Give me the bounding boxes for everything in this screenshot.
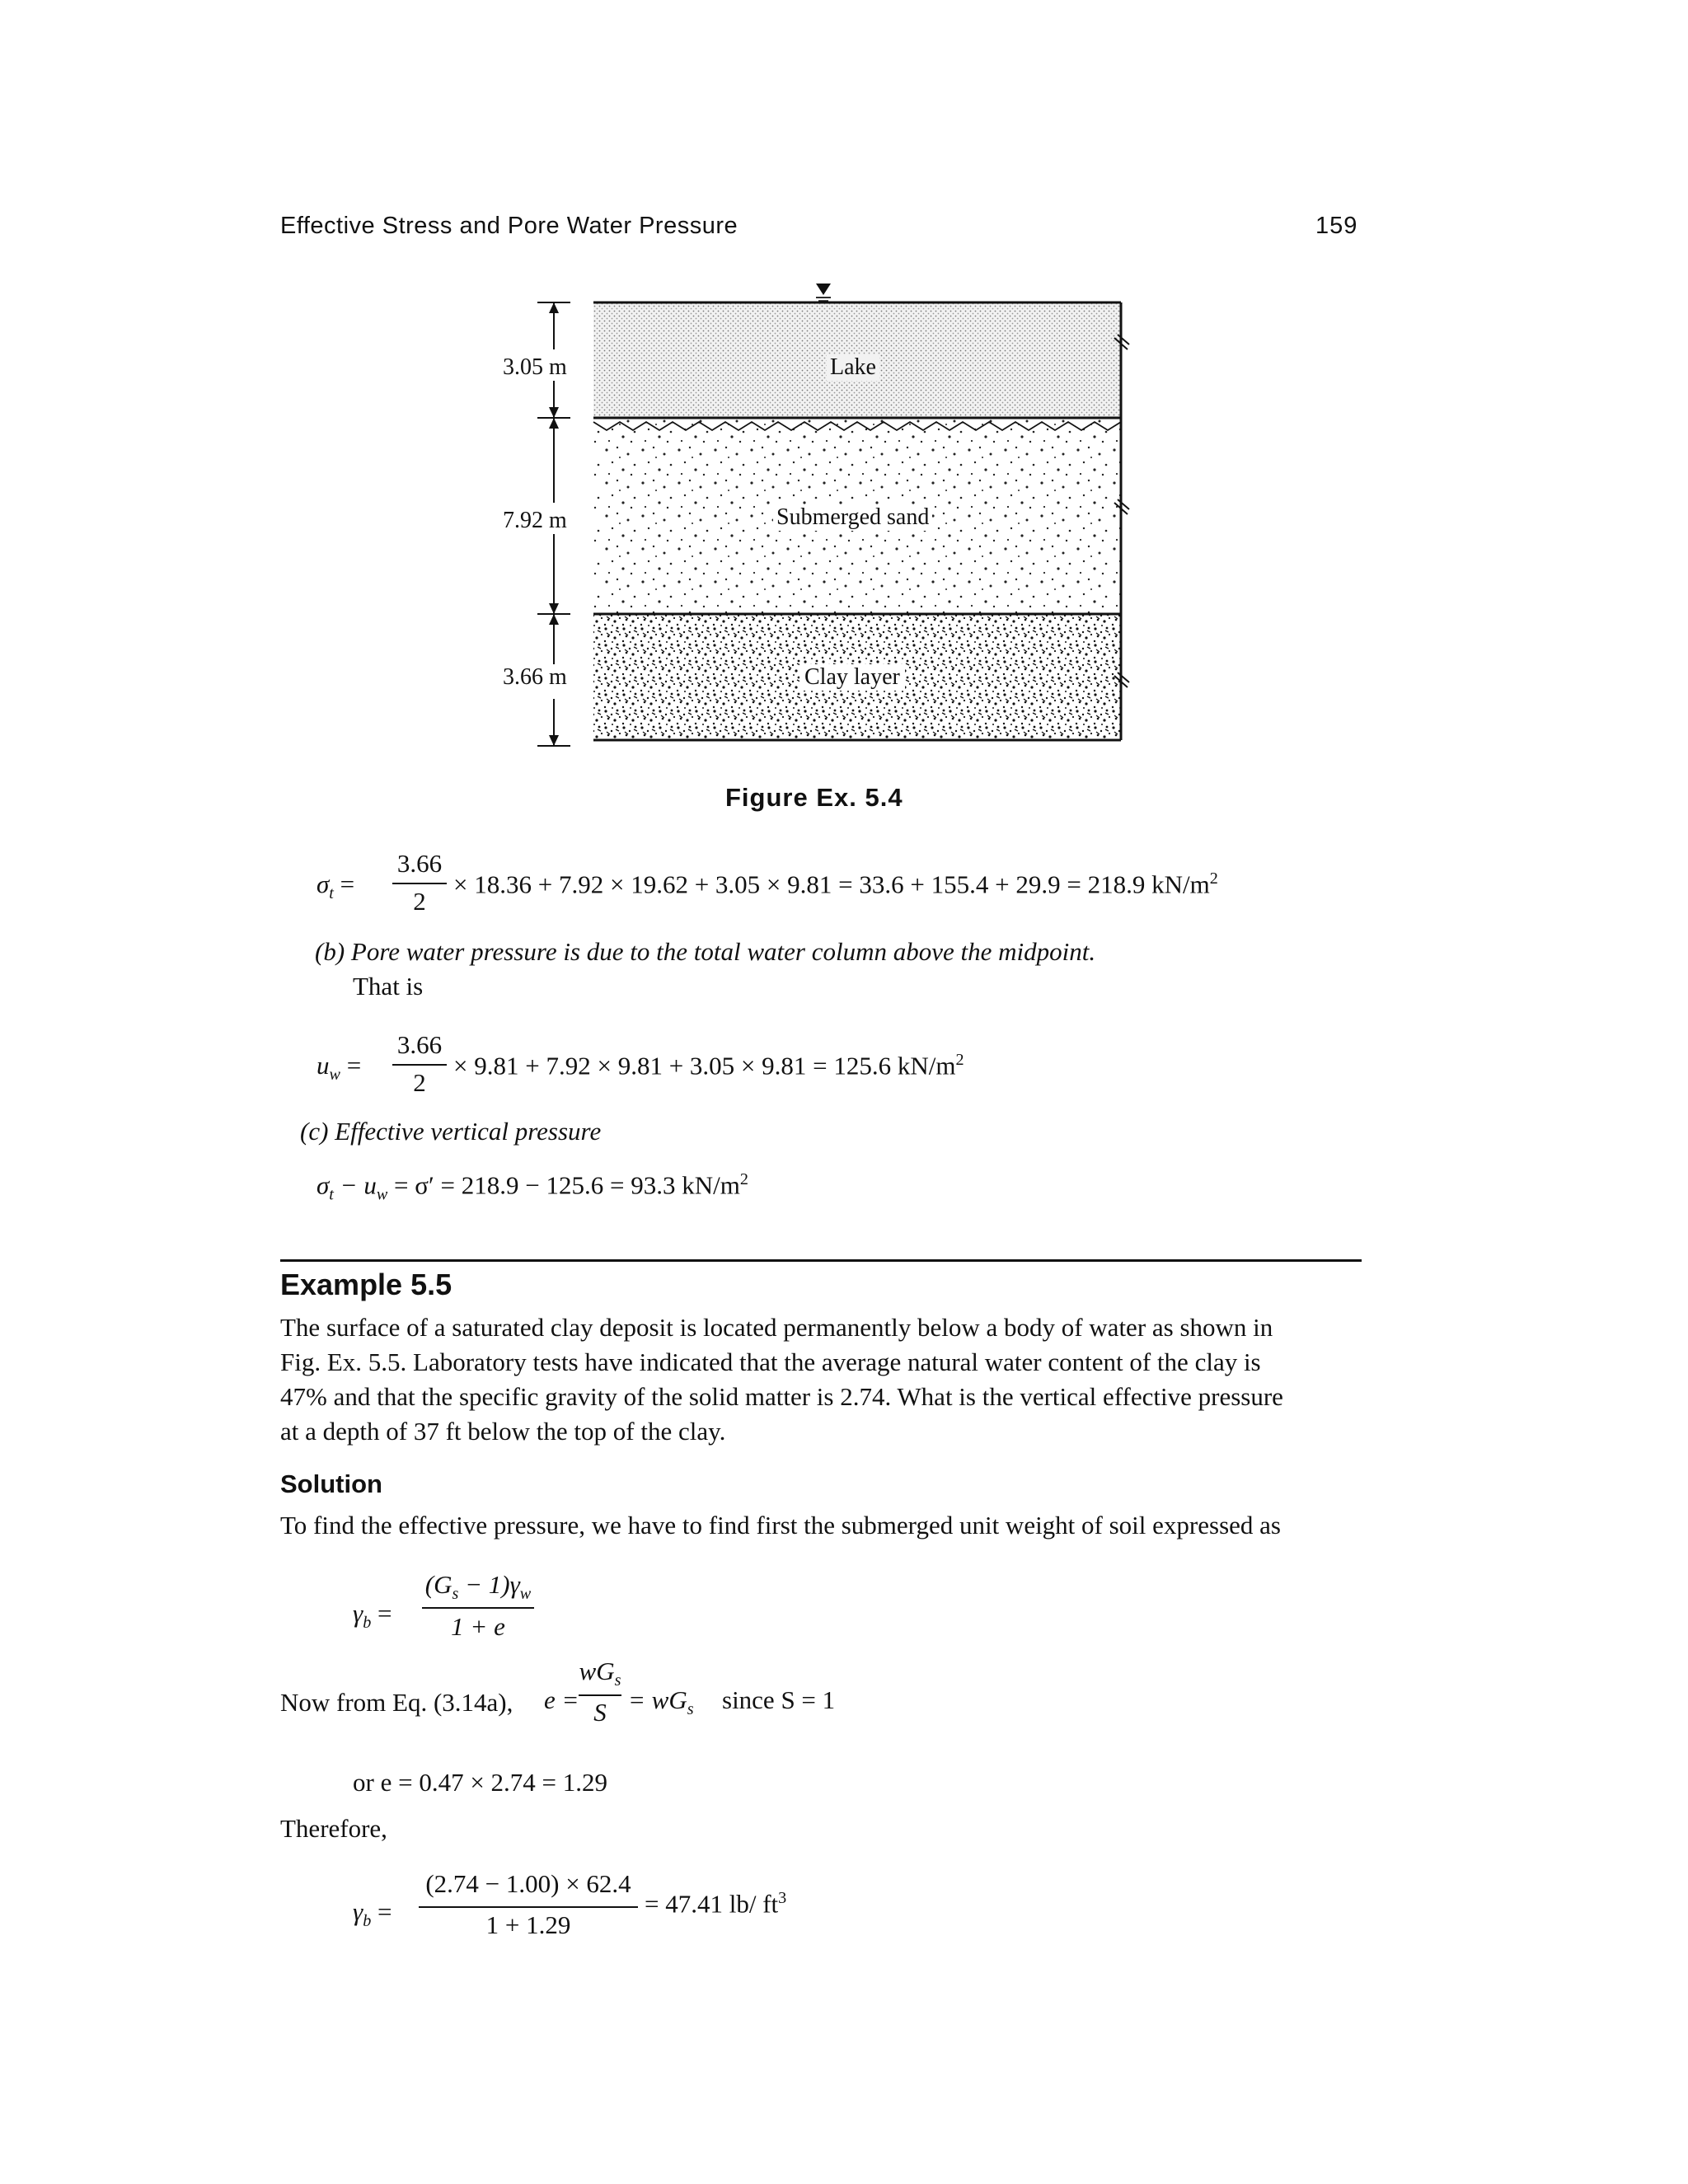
layer-label-lake: Lake	[827, 354, 879, 381]
eq-sigma-den: 2	[413, 887, 426, 916]
layer-label-sand: Submerged sand	[773, 504, 932, 531]
eq-sigma-lhs: $\sigma_t$ =	[316, 869, 355, 903]
example-line-2: Fig. Ex. 5.5. Laboratory tests have indicated that the average natural water content of the clay is	[280, 1347, 1261, 1376]
dim-label-sand: 7.92 m	[503, 508, 567, 533]
solution-intro: To find the effective pressure, we have to find first the submerged unit weight of soil expressed as	[280, 1511, 1281, 1540]
now-from-eq: Now from Eq. (3.14a),	[280, 1688, 513, 1717]
layer-label-clay: Clay layer	[799, 664, 905, 691]
eq-effective: $\sigma_t - u_w = \sigma' = 218.9 - 125.6 = 93.3$ $kN/m^2$	[316, 1170, 748, 1204]
eq-gamma-result-value: = 47.41 lb/ $ft^3$	[645, 1889, 787, 1919]
e-frac-num: $wG_s$	[579, 1657, 621, 1690]
section-divider	[280, 1259, 1362, 1262]
eq-uw-rest: × 9.81 + 7.92 × 9.81 + 3.05 × 9.81 = 125.6 $kN/m^2$	[453, 1051, 964, 1080]
part-c-text: (c) Effective vertical pressure	[300, 1117, 602, 1146]
since-s: since S = 1	[722, 1685, 836, 1714]
dim-label-lake: 3.05 m	[503, 354, 567, 380]
eq-gamma-num: $(G_s - 1)\gamma_w$	[424, 1570, 532, 1604]
eq-gamma-result-num: (2.74 − 1.00) × 62.4	[425, 1869, 631, 1898]
eq-uw-num: 3.66	[396, 1030, 443, 1059]
eq-gamma-result-lhs: $\gamma_b$ =	[353, 1897, 392, 1931]
page-number: 159	[1315, 213, 1358, 239]
example-line-3: 47% and that the specific gravity of the solid matter is 2.74. What is the vertical effective pressure	[280, 1382, 1283, 1411]
e-frac-bar	[579, 1694, 621, 1696]
eq-gamma-result-bar	[419, 1906, 638, 1908]
water-table-icon	[816, 284, 831, 301]
e-frac-den: S	[593, 1698, 607, 1727]
or-line: or e = 0.47 × 2.74 = 1.29	[353, 1768, 608, 1797]
eq-gamma-den: 1 + e	[451, 1612, 505, 1641]
eq-uw-lhs: $u_w$ =	[316, 1051, 362, 1085]
eq-sigma-num: 3.66	[396, 849, 443, 878]
therefore: Therefore,	[280, 1814, 387, 1843]
dim-label-clay: 3.66 m	[503, 664, 567, 690]
part-b-text: (b) Pore water pressure is due to the total water column above the midpoint.	[315, 937, 1096, 966]
e-eq-rest: = $wG_s$	[628, 1685, 694, 1719]
solution-heading: Solution	[280, 1469, 382, 1498]
e-eq-lhs: e =	[544, 1685, 579, 1714]
eq-gamma-result-den: 1 + 1.29	[485, 1910, 571, 1939]
example-line-1: The surface of a saturated clay deposit is located permanently below a body of water as shown in	[280, 1313, 1273, 1342]
eq-sigma-rest: × 18.36 + 7.92 × 19.62 + 3.05 × 9.81 = 33.6 + 155.4 + 29.9 = 218.9 $kN/m^2$	[453, 869, 1218, 899]
eq-gamma-bar	[422, 1607, 534, 1609]
part-b-that-is: That is	[353, 972, 424, 1001]
eq-sigma-bar	[392, 883, 447, 884]
example-line-4: at a depth of 37 ft below the top of the clay.	[280, 1417, 726, 1446]
eq-gamma-lhs: $\gamma_b$ =	[353, 1599, 392, 1633]
eq-uw-den: 2	[413, 1068, 426, 1097]
running-title: Effective Stress and Pore Water Pressure	[280, 213, 738, 239]
eq-uw-bar	[392, 1064, 447, 1066]
example-heading: Example 5.5	[280, 1268, 452, 1301]
figure-caption: Figure Ex. 5.4	[725, 783, 903, 812]
